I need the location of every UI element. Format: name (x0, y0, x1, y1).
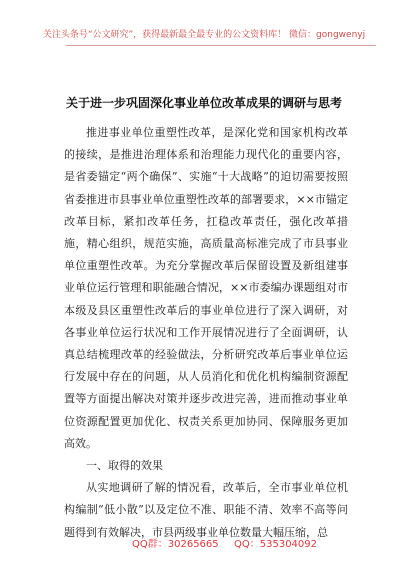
header-divider (66, 45, 376, 46)
section-paragraph: 从实地调研了解的情况看，改革后，全市事业单位机构编制“低小散”以及定位不准、职能不清、效率不高等问题得到有效解决，市县两级事业单位数量大幅压缩，总 (64, 481, 348, 539)
document-body (64, 122, 348, 544)
footer-qq-group: QQ群：30265665 (132, 539, 219, 550)
intro-paragraph: 推进事业单位重塑性改革，是深化党和国家机构改革的接续，是推进治理体系和治理能力现代化的重要内容，是省委锚定“两个确保”、实施“十大战略”的迫切需要按照省委推进市县事业单位重塑性改革的部署要求，××市锚定改革目标，紧扣改革任务，扛稳改革责任，强化改革措施，精心组织，规范实施，高质量高标准完成了市县事业单位重塑性改革。为充分掌握改革后保留设置及新组建事业单位运行管理和职能融合情况，××市委编办课题组对市本级及县区重塑性改革后的事业单位进行了深入调研，对各事业单位运行状况和工作开展情况进行了全面调研，认真总结梳理改革的经验做法，分析研究改革后事业单位运行发展中存在的问题，从人员消化和优化机构编制资源配置等方面提出解决对策并逐步改进完善，进而推动事业单位资源配置更加优化、权责关系更加协同、保障服务更加高效。 (64, 126, 348, 450)
footer-qq-contact: QQ：535304092 (234, 539, 318, 550)
section-heading: 一、取得的效果 (86, 459, 163, 473)
header-banner: 关注头条号“公文研究”，获得最新最全最专业的公文资料库！ 微信：gongwenyj (42, 30, 366, 40)
document-title: 关于进一步巩固深化事业单位改革成果的调研与思考 (65, 96, 342, 110)
footer (0, 535, 408, 549)
